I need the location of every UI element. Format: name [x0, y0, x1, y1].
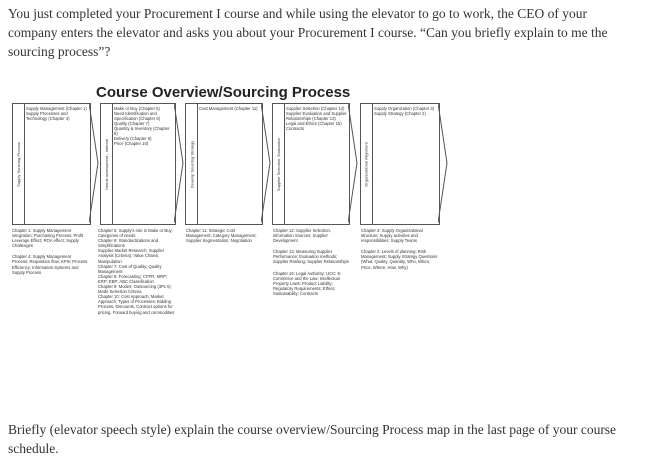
stage-organizational-alignment	[360, 103, 440, 225]
chevron-arrow-icon	[174, 103, 184, 223]
stage-item: Price (Chapter 10)	[114, 141, 149, 146]
stage-item: Supply Processes and Technology (Chapter 4)	[26, 111, 70, 121]
description-text: Chapter 5: Supply's role in Make or Buy; Categories of needs	[98, 228, 173, 239]
description-text: Chapter 8: Forecasting: CPFR; MRP; ERP; EBP; ABC Classification	[98, 273, 168, 284]
question-intro: You just completed your Procurement I course and while using the elevator to go to work, the CEO of your company enters the elevator and asks you about your Procurement I course. “Can you briefly explain to me the sourcing process”?	[8, 6, 608, 59]
figure-title: Course Overview/Sourcing Process	[96, 84, 351, 101]
description-text: Chapter 10: Cost Approach; Market Approach; Types of Processes; Bidding Process, Discounts, Contract options for pricing, Forward buying and commodities	[98, 294, 175, 315]
stage-item: Supplier Selection (Chapter 12)	[286, 106, 345, 111]
description-text: Supplier Market Research; Supplier Analysis (Criteria); Value Chains; Manipulation	[98, 248, 165, 264]
description-text: Chapter 4: Supply Management Process; Requisition flow; KPIs; Process Efficiency; Information Systems and Supply Process	[12, 254, 88, 275]
stage-side-label: Supply Sourcing Process	[16, 141, 22, 187]
stage-item: Legal and Ethics (Chapter 15)	[286, 121, 342, 126]
description-column	[186, 228, 260, 243]
description-text: Chapter 6: Standardizations and Simplifications	[98, 238, 159, 249]
stage-supplier-selection	[272, 103, 350, 225]
chevron-arrow-icon	[348, 103, 358, 223]
sourcing-process-figure	[8, 80, 453, 416]
description-text: Chapter 13: Measuring Supplier Performance; Evaluation methods; Supplier Ranking; Supplier Relationships	[273, 249, 349, 265]
stage-item: Supplier Evaluation and Supplier Relationships (Chapter 13)	[286, 111, 347, 121]
description-text: Chapter 1: Supply Management integration; Purchasing Process; Profit Leverage Effect; ROA effect; Supply Challenges	[12, 228, 84, 249]
description-text: Chapter 2: Levels of planning; Risk Management; Supply Strategy Questions (What, Quality, Quantity, Who, When, Price, Where, How, Why)	[361, 249, 438, 270]
chevron-arrow-icon	[89, 103, 99, 223]
stage-side-label: Supplier Selection, Evaluation	[276, 137, 281, 191]
stage-needs-assessment	[100, 103, 176, 225]
chevron-arrow-icon	[261, 103, 271, 223]
stage-side-label: Needs assessment - Internal	[104, 138, 110, 190]
stage-item: Need Identification and Specification (Chapter 6)	[114, 111, 161, 121]
stage-item: Contracts	[286, 126, 304, 131]
chevron-arrow-icon	[438, 103, 448, 223]
stage-item: Quantity & Inventory (Chapter 8)	[114, 126, 170, 136]
stage-side-label: Develop Sourcing Strategy	[189, 140, 194, 188]
stage-item: Supply Organization (Chapter 3)	[374, 106, 435, 111]
description-text: Chapter 15: Legal Authority; UCC; E-Commerce and the Law; Intellectual Property Laws; Product Liability; Regulatory Requirements; Ethics; Sustainability; Contracts	[273, 270, 342, 296]
stage-side-label: Organizational Alignment	[364, 141, 370, 187]
stage-supply-sourcing	[12, 103, 91, 225]
description-column	[361, 228, 439, 270]
description-text: Chapter 7: Cost of Quality; Quality Management	[98, 263, 162, 274]
description-text: Chapter 3: Supply Organizational structure; Supply activities and responsibilities; Supply Teams	[361, 228, 423, 244]
stage-item: Supply Strategy (Chapter 2)	[374, 111, 426, 116]
description-text: Chapter 11: Strategic Cost Management; Category Management; Supplier Segmentation; Negotiation	[186, 228, 257, 244]
stage-item: Make or Buy (Chapter 5)	[114, 106, 160, 111]
description-column	[98, 228, 178, 315]
description-text: Chapter 9: Modes; Outsourcing (3PL's); Mode Selection Criteria	[98, 284, 172, 295]
stage-develop-strategy	[185, 103, 263, 225]
description-column	[12, 228, 88, 275]
description-text: Chapter 12: Supplier Selection, information Sources; Supplier Development	[273, 228, 331, 244]
stage-item: Quality (Chapter 7)	[114, 121, 150, 126]
stage-item: Cost Management (Chapter 11)	[199, 106, 258, 111]
question-instruction: Briefly (elevator speech style) explain the course overview/Sourcing Process map in the last page of your course schedule.	[8, 422, 617, 456]
stage-item: Delivery (Chapter 9)	[114, 136, 152, 141]
description-column	[273, 228, 349, 296]
stage-item: Supply Management (Chapter 1)	[26, 106, 87, 111]
